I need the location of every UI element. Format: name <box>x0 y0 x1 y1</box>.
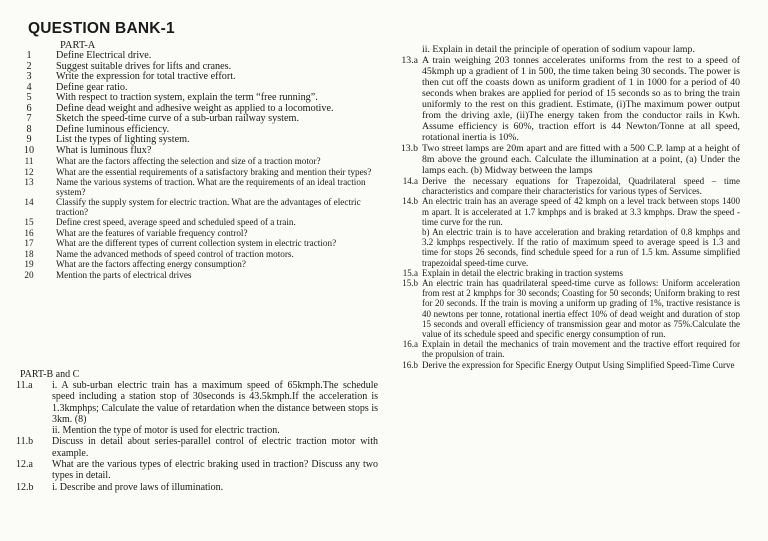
question-item <box>14 93 376 104</box>
question-item <box>14 167 376 178</box>
question-text: What are the factors affecting energy consumption? <box>56 259 246 269</box>
question-item <box>16 436 378 459</box>
question-item <box>388 268 740 278</box>
question-number: 19 <box>24 259 34 269</box>
question-item <box>388 143 740 176</box>
question-item <box>16 380 378 425</box>
question-item <box>388 227 740 268</box>
question-number: 14.a <box>402 176 418 186</box>
question-number: 15.a <box>402 267 418 278</box>
question-number: 2 <box>26 60 32 72</box>
question-item <box>14 135 376 146</box>
part-a-heading: PART-A <box>60 40 96 51</box>
question-text: Mention the parts of electrical drives <box>56 269 192 280</box>
question-item <box>388 176 740 196</box>
question-item <box>14 72 376 83</box>
question-number: 5 <box>26 92 32 103</box>
question-item <box>16 459 378 482</box>
question-text: What are the various types of electric braking used in traction? Discuss any two types in detail. <box>52 459 378 482</box>
question-number <box>388 227 422 268</box>
question-text: Suggest suitable drives for lifts and cranes. <box>56 60 232 72</box>
question-number: 12 <box>24 166 34 177</box>
question-number: 11.a <box>16 380 33 391</box>
question-number: 3 <box>26 71 32 82</box>
question-text: An electric train has quadrilateral speed-time curve as follows: Uniform acceleration from rest at 2 kmphps for 30 seconds; Coasting for 50 seconds; Uniform braking to rest for 20 seconds. If the train is moving a uniform up grading of 1%, tractive resistance is 40 newtons per tonne, rotational inertia effect 10% of dead weight and duration of stop 15 seconds and overall efficiency of transmission gear and motor as 75%.Calculate the value of its schedule speed and specific energy consumption of run. <box>422 278 740 340</box>
question-text: What are the essential requirements of a satisfactory braking and mention their types? <box>56 166 372 177</box>
question-item <box>14 259 376 270</box>
question-number: 4 <box>26 81 32 93</box>
question-text: Classify the supply system for electric traction. What are the advantages of electric traction? <box>56 197 361 217</box>
question-item <box>14 249 376 260</box>
question-text: Define gear ratio. <box>56 81 128 93</box>
question-item <box>388 278 740 339</box>
question-text: What are the features of variable frequency control? <box>56 227 248 238</box>
question-item <box>14 270 376 281</box>
question-text: Explain in detail the electric braking in traction systems <box>422 267 623 278</box>
question-text: Write the expression for total tractive effort. <box>56 71 236 82</box>
question-text: ii. Mention the type of motor is used for electric traction. <box>52 425 280 437</box>
question-item <box>14 177 376 197</box>
question-number: 14.b <box>402 196 418 207</box>
question-text: Two street lamps are 20m apart and are fitted with a 500 C.P. lamp at a height of 8m above the ground each. Calculate the illumination at a point, (a) Under the lamps each. (b) Midway between the lamps <box>422 143 740 176</box>
question-number: 15 <box>24 217 34 227</box>
question-text: A train weighing 203 tonnes accelerates uniforms from the rest to a speed of 45kmph up a gradient of 1 in 500, the time taken being 30 seconds. The power is then cut off the coasts down as uniform gradient of 1 in 1000 for a period of 40 seconds when brakes are applied for period of 15 seconds so as to bring the train uniformly to the rest on this gradient. Estimate, (i)The maximum power output from the driving axle, (ii)The energy taken from the conductor rails in Kwh. Assume efficiency is 60%, traction effort is 44 Newton/Tonne at all speed, rotational inertia is 10%. <box>422 55 740 143</box>
question-item <box>14 114 376 125</box>
question-number: 17 <box>24 238 34 248</box>
question-item <box>388 339 740 359</box>
question-text: What are the factors affecting the selection and size of a traction motor? <box>56 156 321 166</box>
question-text: i. A sub-urban electric train has a maximum speed of 65kmph.The schedule speed including a station stop of 30seconds is 43.5kmph.If the acceleration is 1.3kmphps; Calculate the value of retardation when the distance between stops is 3km. (8) <box>52 380 378 425</box>
question-item <box>16 482 378 493</box>
question-text: b) An electric train is to have acceleration and braking retardation of 0.8 kmphps and 3.2 kmphps respectively. If the ratio of maximum speed to average speed is 1.3 and time for stops 26 seconds, find schedule speed for a run of 1.5 km. Assume simplified trapezoidal speed-time curve. <box>422 227 740 268</box>
question-item <box>14 146 376 157</box>
question-text: List the types of lighting system. <box>56 134 190 145</box>
question-number: 8 <box>26 123 32 135</box>
question-number: 14 <box>24 197 34 207</box>
question-text: Define Electrical drive. <box>56 50 152 61</box>
question-text: An electric train has an average speed of 42 kmph on a level track between stops 1400 m apart. It is accelerated at 1.7 kmphps and is braked at 3.3 kmphps. Draw the speed -time curve for the run. <box>422 196 740 227</box>
question-item <box>14 197 376 217</box>
part-bc-right-column <box>388 44 740 370</box>
question-text: ii. Explain in detail the principle of operation of sodium vapour lamp. <box>422 44 695 55</box>
question-number <box>16 425 52 436</box>
question-item <box>16 425 378 436</box>
question-item <box>388 55 740 143</box>
question-item <box>388 44 740 55</box>
question-number: 12.b <box>16 481 34 493</box>
question-number: 15.b <box>402 278 418 289</box>
question-number: 9 <box>26 134 32 145</box>
question-item <box>14 156 376 167</box>
part-bc-heading: PART-B and C <box>20 369 80 380</box>
question-number: 16.b <box>402 359 418 370</box>
question-item <box>388 196 740 227</box>
question-item <box>14 217 376 228</box>
part-a-list <box>14 51 376 280</box>
question-text: What is luminous flux? <box>56 144 152 156</box>
question-text: What are the different types of current collection system in electric traction? <box>56 238 337 248</box>
question-text: Name the advanced methods of speed control of traction motors. <box>56 248 294 259</box>
question-number: 20 <box>24 269 34 280</box>
question-number: 12.a <box>16 459 33 471</box>
question-text: Name the various systems of traction. What are the requirements of an ideal traction system? <box>56 177 366 197</box>
question-text: With respect to traction system, explain the term “free running”. <box>56 92 318 103</box>
question-number: 16.a <box>402 339 418 350</box>
question-number: 10 <box>23 144 35 156</box>
question-text: i. Describe and prove laws of illumination. <box>52 481 224 493</box>
question-text: Define dead weight and adhesive weight as applied to a locomotive. <box>56 102 334 114</box>
question-number: 7 <box>26 113 32 124</box>
question-item <box>14 51 376 62</box>
question-text: Discuss in detail about series-parallel control of electric traction motor with example. <box>52 436 378 459</box>
question-number: 16 <box>24 227 34 238</box>
question-number: 13.b <box>400 143 418 154</box>
question-number: 6 <box>26 102 32 114</box>
question-number <box>388 44 422 55</box>
question-text: Define luminous efficiency. <box>56 123 170 135</box>
question-number: 11 <box>24 156 34 166</box>
question-number: 1 <box>26 50 32 61</box>
question-item <box>14 238 376 249</box>
question-number: 13.a <box>401 55 418 66</box>
question-text: Sketch the speed-time curve of a sub-urban railway system. <box>56 113 300 124</box>
question-item <box>388 360 740 370</box>
question-text: Define crest speed, average speed and scheduled speed of a train. <box>56 217 296 227</box>
question-text: Derive the necessary equations for Trapezoidal, Quadrilateral speed – time characteristics and compare their characteristics for various types of Services. <box>422 176 740 197</box>
question-text: Derive the expression for Specific Energy Output Using Simplified Speed-Time Curve <box>422 359 735 370</box>
question-number: 11.b <box>16 436 34 448</box>
question-item <box>14 228 376 239</box>
question-number: 13 <box>24 177 34 187</box>
question-number: 18 <box>24 248 34 259</box>
question-text: Explain in detail the mechanics of train movement and the tractive effort required for the propulsion of train. <box>422 339 740 360</box>
part-bc-left-column <box>16 380 378 493</box>
page-title: QUESTION BANK-1 <box>28 20 175 37</box>
